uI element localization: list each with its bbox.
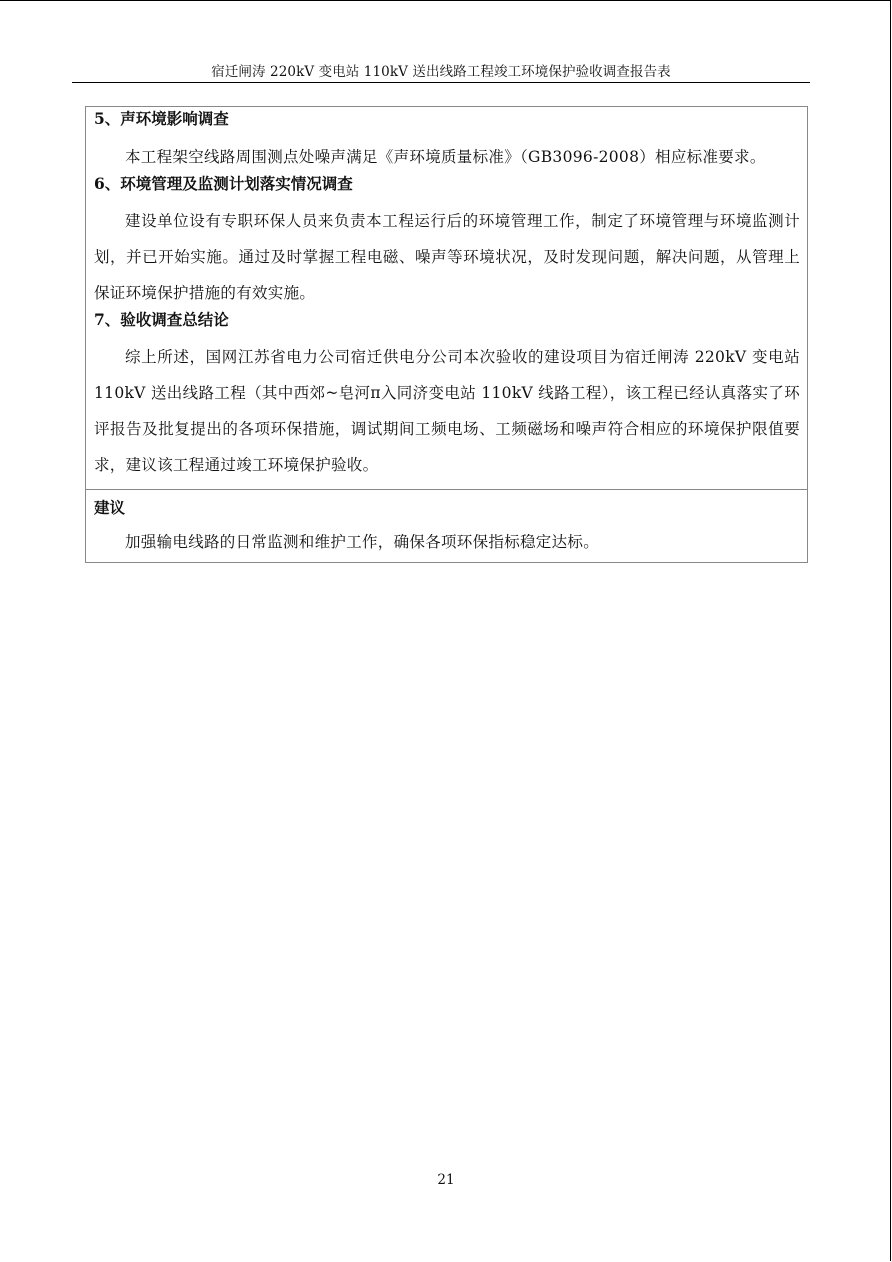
section-5-heading: 5、声环境影响调查 (94, 109, 229, 128)
section-5-body: 本工程架空线路周围测点处噪声满足《声环境质量标准》（GB3096-2008）相应标准要求。 (125, 148, 766, 166)
header-rule (72, 82, 810, 83)
report-table (85, 106, 808, 563)
section-6-body: 建设单位设有专职环保人员来负责本工程运行后的环境管理工作，制定了环境管理与环境监测计划，并已开始实施。通过及时掌握工程电磁、噪声等环境状况，及时发现问题，解决问题，从管理上保证环境保护措施的有效实施。 (94, 212, 800, 302)
section-6-heading: 6、环境管理及监测计划落实情况调查 (94, 174, 353, 193)
section-7-heading: 7、验收调查总结论 (94, 310, 229, 329)
page-number: 21 (437, 1172, 455, 1188)
page-header: 宿迁闸涛 220kV 变电站 110kV 送出线路工程竣工环境保护验收调查报告表 (211, 64, 671, 80)
findings-cell (86, 107, 807, 490)
suggestion-cell (86, 490, 807, 562)
suggestion-body: 加强输电线路的日常监测和维护工作，确保各项环保指标稳定达标。 (125, 533, 600, 551)
section-7-body: 综上所述，国网江苏省电力公司宿迁供电分公司本次验收的建设项目为宿迁闸涛 220kV 变电站 110kV 送出线路工程（其中西郊~皂河π入同济变电站 110kV 线路工程），该工程已经认真落实了环评报告及批复提出的各项环保措施，调试期间工频电场、工频磁场和噪声符合相应的环境保护限值要求，建议该工程通过竣工环境保护验收。 (94, 348, 800, 474)
suggestion-heading: 建议 (94, 498, 126, 517)
